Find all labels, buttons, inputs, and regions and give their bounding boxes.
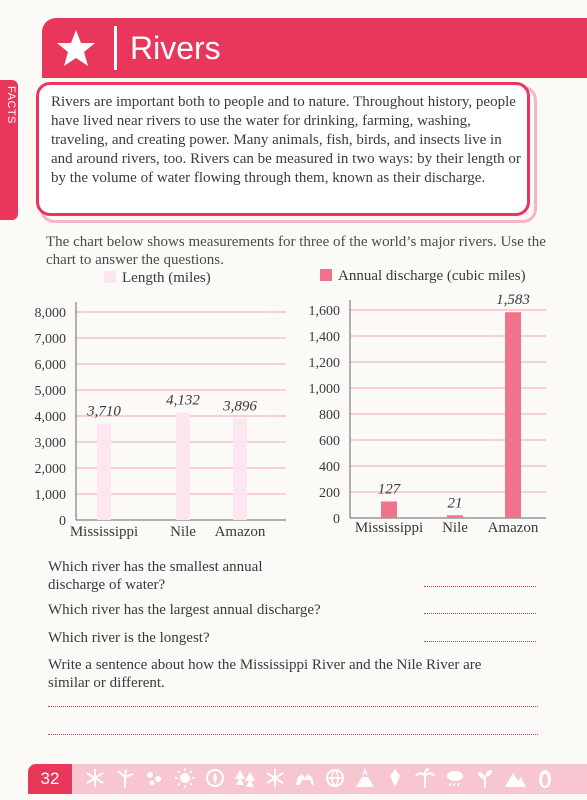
volcano-icon [354,767,376,789]
palm-tree-icon [414,767,436,789]
legend-swatch [320,269,332,281]
star-icon [56,28,96,68]
question-longest-river: Which river is the longest? [48,630,210,646]
y-tick-label: 4,000 [34,410,66,425]
water-drops-icon [144,767,166,789]
bar-value-label: 1,583 [496,292,530,309]
wind-turbine-icon [114,767,136,789]
category-label: Mississippi [354,520,424,536]
y-tick-label: 400 [319,460,340,475]
bar [505,312,521,518]
answer-line-3[interactable] [424,641,536,642]
y-tick-label: 1,400 [308,330,340,345]
y-tick-label: 1,600 [308,304,340,319]
y-tick-label: 1,200 [308,356,340,371]
answer-line-4a[interactable] [48,706,538,707]
y-tick-label: 0 [59,514,66,529]
sun-icon [174,767,196,789]
bar-value-label: 4,132 [166,392,200,409]
legend-label: Length (miles) [122,270,211,286]
y-tick-label: 800 [319,408,340,423]
forest-icon [234,767,256,789]
category-label: Amazon [214,524,266,540]
bar [381,501,397,518]
answer-line-2[interactable] [424,613,536,614]
page-header [42,18,587,78]
facts-box [36,82,530,216]
y-tick-label: 1,000 [308,382,340,397]
y-tick-label: 8,000 [34,306,66,321]
legend-label: Annual discharge (cubic miles) [338,268,526,284]
question-largest-discharge: Which river has the largest annual discharge? [48,602,321,618]
y-tick-label: 2,000 [34,462,66,477]
bar [97,424,111,520]
mountain-icon [504,767,526,789]
y-tick-label: 7,000 [34,332,66,347]
y-tick-label: 200 [319,486,340,501]
bar-value-label: 3,710 [87,403,121,420]
header-divider [114,26,117,70]
penguin-icon [534,767,556,789]
bar [233,419,247,520]
bar-value-label: 127 [377,481,401,498]
category-label: Nile [442,520,468,536]
page-title: Rivers [130,30,221,66]
facts-tab-label: FACTS [5,86,17,124]
category-label: Amazon [487,520,539,536]
answer-line-4b[interactable] [48,734,538,735]
footer-icon-strip [84,766,584,792]
snowflake-icon [264,767,286,789]
bar [176,413,190,520]
category-label: Mississippi [69,524,139,540]
crystal-icon [384,767,406,789]
bar-value-label: 21 [447,495,463,512]
question-smallest-discharge: Which river has the smallest annual discharge of water? [48,559,263,593]
page-number: 32 [28,764,72,794]
compass-icon [204,767,226,789]
snowflake-icon [84,767,106,789]
legend-swatch [104,271,116,283]
facts-text: Rivers are important both to people and to nature. Throughout history, people have lived near rivers to use the water for drinking, farming, washing, traveling, and creating power. Many animals, fish, birds, and insects live in and around rivers, too. Rivers can be measured in two ways: by their length or by the volume of water flowing through them, known as their discharge. [51,94,521,186]
y-tick-label: 1,000 [34,488,66,503]
question-compare-rivers: Write a sentence about how the Mississippi River and the Nile River are similar or different. [48,657,482,691]
river-charts [0,268,587,553]
y-tick-label: 3,000 [34,436,66,451]
chart-intro: The chart below shows measurements for three of the world’s major rivers. Use the chart to answer the questions. [46,234,546,268]
category-label: Nile [170,524,196,540]
y-tick-label: 600 [319,434,340,449]
y-tick-label: 6,000 [34,358,66,373]
y-tick-label: 5,000 [34,384,66,399]
sprout-icon [474,767,496,789]
bar-value-label: 3,896 [223,398,257,415]
rain-cloud-icon [444,767,466,789]
camel-icon [294,767,316,789]
bar [447,515,463,518]
answer-line-1[interactable] [424,586,536,587]
globe-icon [324,767,346,789]
y-tick-label: 0 [333,512,340,527]
